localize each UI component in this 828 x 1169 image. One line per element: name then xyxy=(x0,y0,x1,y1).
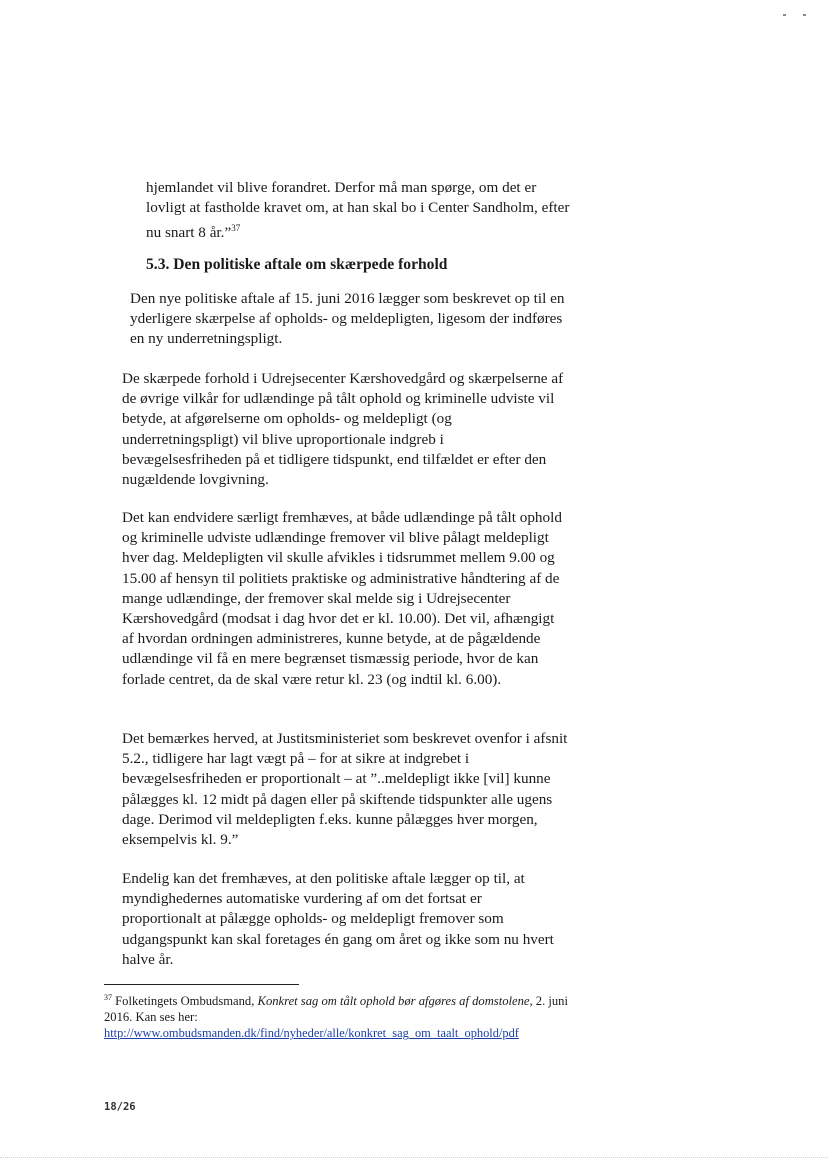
footnote-author: Folketingets Ombudsmand, xyxy=(115,994,255,1009)
page-number: 18/26 xyxy=(104,1101,136,1113)
paragraph-4: Det bemærkes herved, at Justitsministeriet som beskrevet ovenfor i afsnit 5.2., tidligere har lagt vægt på – for at sikre at indgrebet i bevægelsesfriheden er proportionalt – at ”..meldepligt ikke [vil] kunne pålægges kl. 12 midt på dagen eller på skiftende tidspunkter alle ugens dage. Derimod vil meldepligten f.eks. kunne pålægges hver morgen, eksempelvis kl. 9.” xyxy=(122,730,568,849)
continuation-text: hjemlandet vil blive forandret. Derfor må man spørge, om det er lovligt at fastholde kravet om, at han skal bo i Center Sandholm, efter nu snart 8 år.” xyxy=(146,179,570,242)
footnote-link[interactable]: http://www.ombudsmanden.dk/find/nyheder/alle/konkret_sag_om_taalt_ophold/pdf xyxy=(104,1026,519,1041)
scan-speck xyxy=(803,14,806,16)
paragraph-3: Det kan endvidere særligt fremhæves, at både udlændinge på tålt ophold og kriminelle udviste udlændinge fremover vil blive pålagt meldepligt hver dag. Meldepligten vil skulle afvikles i tidsrummet mellem 9.00 og 15.00 af hensyn til politiets praktiske og administrative håndtering af de mange udlændinge, der fremover skal melde sig i Udrejsecenter Kærshovedgård (modsat i dag hvor det er kl. 10.00). Det vil, afhængigt af hvordan ordningen administreres, kunne betyde, at de pågældende udlændinge vil få en mere begrænset tismæssig periode, hvor de kan forlade centret, da de skal være retur kl. 23 (og indtil kl. 6.00). xyxy=(122,509,562,688)
scan-speck xyxy=(783,14,786,16)
footnote xyxy=(104,990,584,1041)
footnote-date: , 2. juni 2016. Kan ses her: xyxy=(104,994,568,1025)
scan-edge-line xyxy=(0,1157,828,1158)
paragraph-5: Endelig kan det fremhæves, at den politiske aftale lægger op til, at myndighedernes automatiske vurdering af om det fortsat er proportionalt at pålægge opholds- og meldepligt fremover som udgangspunkt kan skal foretages én gang om året og ikke som nu hvert halve år. xyxy=(122,870,554,968)
continuation-paragraph xyxy=(146,178,576,244)
paragraph-2: De skærpede forhold i Udrejsecenter Kærshovedgård og skærpelserne af de øvrige vilkår for udlændinge på tålt ophold og kriminelle udviste vil betyde, at afgørelserne om opholds- og meldepligt (og underretningspligt) vil blive uproportionale indgreb i bevægelsesfriheden på et tidligere tidspunkt, end tilfældet er efter den nugældende lovgivning. xyxy=(122,370,564,489)
footnote-title: Konkret sag om tålt ophold bør afgøres af domstolene xyxy=(257,994,530,1009)
footnote-number: 37 xyxy=(104,993,112,1002)
footnote-ref: 37 xyxy=(231,223,241,234)
section-heading: 5.3. Den politiske aftale om skærpede forhold xyxy=(146,256,448,273)
footnote-separator xyxy=(104,984,299,985)
paragraph-1: Den nye politiske aftale af 15. juni 2016 lægger som beskrevet op til en yderligere skærpelse af opholds- og meldepligten, ligesom der indføres en ny underretningspligt. xyxy=(130,290,565,348)
